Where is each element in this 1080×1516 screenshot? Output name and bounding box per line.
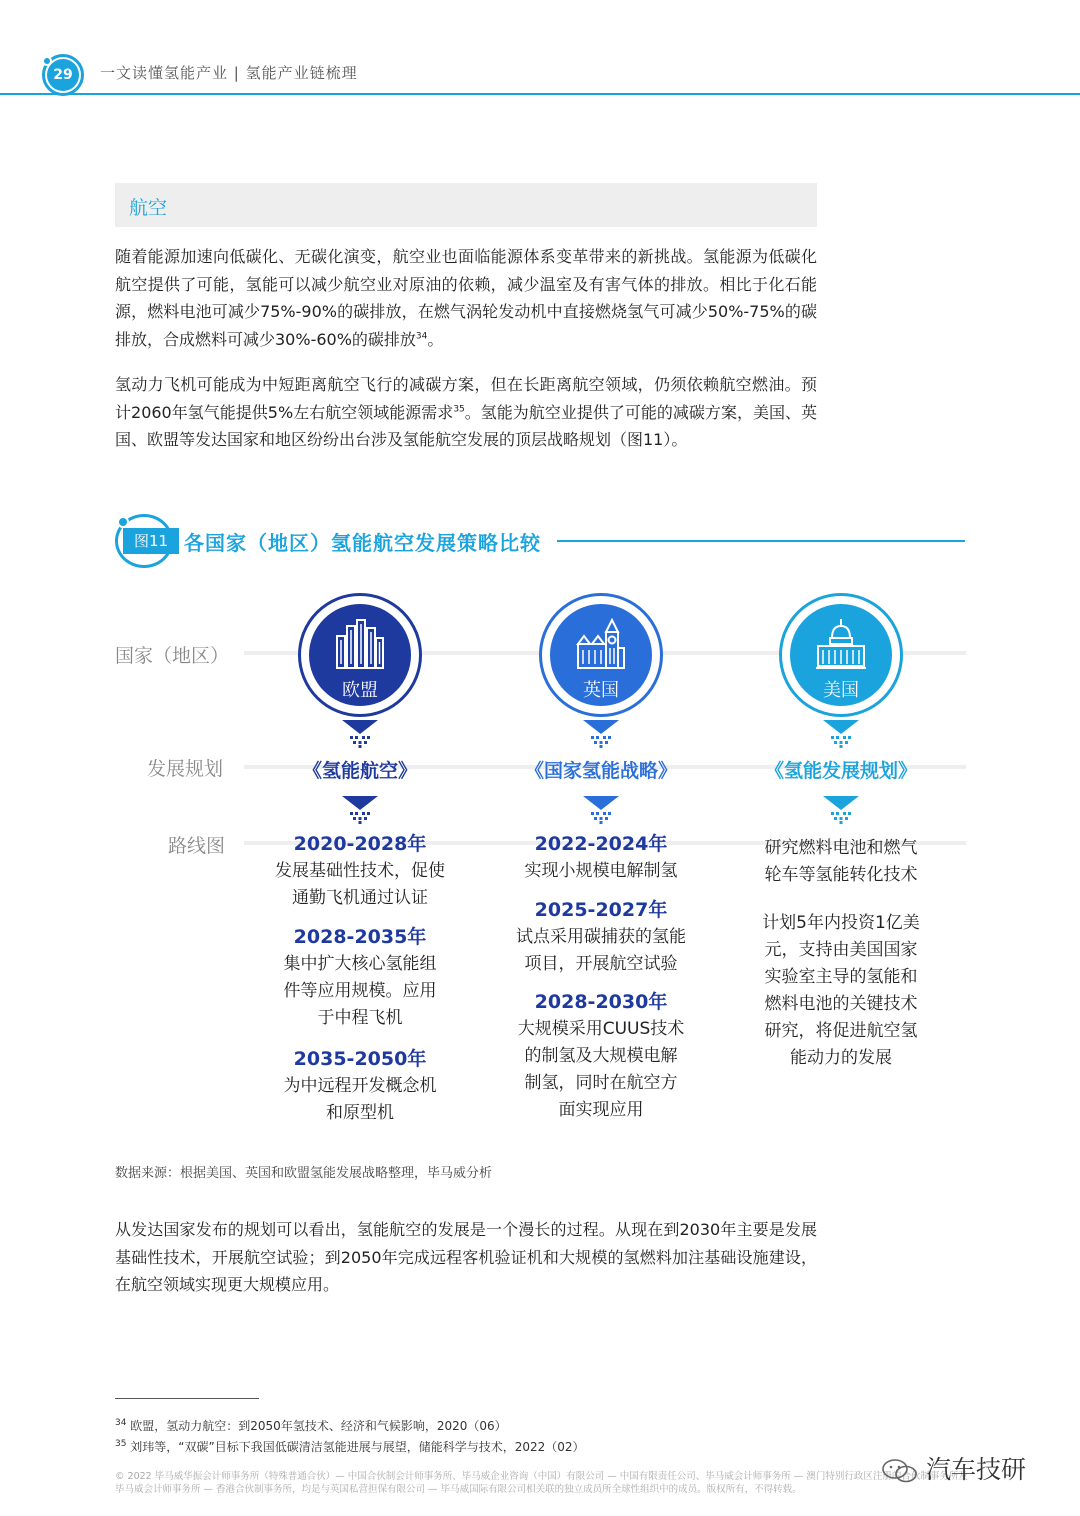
paragraph-2: 氢动力飞机可能成为中短距离航空飞行的减碳方案，但在长距离航空领域，仍须依赖航空燃油。预计2060年氢气能提供5%左右航空领域能源需求$^{35}$。氢能为航空业提供了可能的减碳方案，美国、英国、欧盟等发达国家和地区纷纷出台涉及氢能航空发展的顶层战略规划（图11）。 — [115, 375, 817, 449]
route-item: 2028-2030年 大规模采用CUUS技术 的制氢及大规模电解 制氢，同时在航空方 面实现应用 — [517, 991, 685, 1120]
route-item: 2028-2035年 集中扩大核心氢能组 件等应用规模。应用 于中程飞机 — [283, 926, 437, 1028]
capitol-building-icon — [816, 618, 866, 670]
paragraph-3: 从发达国家发布的规划可以看出，氢能航空的发展是一个漫长的过程。从现在到2030年主要是发展基础性技术，开展航空试验；到2050年完成远程客机验证机和大规模的氢燃料加注基础设施建设，在航空领域实现更大规模应用。 — [115, 1220, 817, 1294]
figure-source: 数据来源：根据美国、英国和欧盟氢能发展战略整理，毕马威分析 — [115, 1166, 493, 1181]
footnote-ref-34: 34 — [415, 331, 428, 342]
footnote-34: $^{34}$ 欧盟，氢动力航空：到2050年氢技术、经济和气候影响，2020（06） — [115, 1418, 507, 1433]
watermark — [880, 1450, 1026, 1486]
wechat-icon — [880, 1458, 920, 1484]
plan-title-eu: 《氢能航空》 — [302, 760, 417, 782]
figure-title-rule — [557, 540, 965, 542]
country-name-uk: 英国 — [583, 680, 619, 701]
page-number: 29 — [47, 59, 79, 91]
header-divider — [0, 93, 1080, 95]
section-title: 航空 — [129, 197, 168, 219]
section-heading-bar — [115, 183, 817, 227]
page-header — [0, 40, 1080, 100]
footnote-divider — [115, 1398, 259, 1399]
header-title: 一文读懂氢能产业 | 氢能产业链梳理 — [100, 64, 358, 82]
plan-title-uk: 《国家氢能战略》 — [524, 760, 677, 782]
page-number-badge — [42, 54, 84, 96]
figure-title: 各国家（地区）氢能航空发展策略比较 — [184, 531, 541, 555]
figure-number: 图11 — [123, 528, 179, 554]
copyright-notice: © 2022 毕马威华振会计师事务所（特殊普通合伙）— 中国合伙制会计师事务所、毕马威企业咨询（中国）有限公司 — 中国有限责任公司、毕马威会计师事务所 — 澳门特别行政区注册的合伙制事务所及毕马威会计师事务所 — 香港合伙制事务所，均是与英国私营担保有限公司 — 毕马威国际有限公司相关联的独立成员所全球性组织中的成员。版权所有，不得转载。 — [115, 1471, 968, 1495]
route-item: 2022-2024年 实现小规模电解制氢 — [524, 833, 678, 881]
row-label-country: 国家（地区） — [115, 645, 230, 667]
down-arrow-icon — [583, 796, 619, 824]
down-arrow-icon — [583, 720, 619, 748]
big-ben-icon — [576, 618, 626, 670]
watermark-text: 汽车技研 — [926, 1455, 1027, 1484]
route-item: 2025-2027年 试点采用碳捕获的氢能 项目，开展航空试验 — [516, 899, 686, 974]
country-name-us: 美国 — [823, 680, 859, 701]
row-label-plan: 发展规划 — [147, 758, 224, 780]
route-item: 2035-2050年 为中远程开发概念机 和原型机 — [283, 1048, 437, 1123]
paragraph-1: 随着能源加速向低碳化、无碳化演变，航空业也面临能源体系变革带来的新挑战。氢能源为低碳化航空提供了可能，氢能可以减少航空业对原油的依赖，减少温室及有害气体的排放。相比于化石能源，燃料电池可减少75%-90%的碳排放，在燃气涡轮发动机中直接燃烧氢气可减少50%-75%的碳排放，合成燃料可减少30%-60%的碳排放$^{34}$。 — [115, 247, 817, 349]
country-circle-eu — [298, 593, 422, 717]
down-arrow-icon — [823, 720, 859, 748]
route-item: 2020-2028年 发展基础性技术，促使 通勤飞机通过认证 — [275, 833, 445, 908]
row-label-route: 路线图 — [168, 835, 226, 857]
plan-title-us: 《氢能发展规划》 — [764, 760, 917, 782]
route-item: 研究燃料电池和燃气 轮车等氢能转化技术 — [764, 838, 918, 885]
country-name-eu: 欧盟 — [342, 680, 378, 701]
down-arrow-icon — [342, 796, 378, 824]
country-circle-uk — [539, 593, 663, 717]
country-circle-us — [779, 593, 903, 717]
route-item: 计划5年内投资1亿美 元，支持由美国国家 实验室主导的氢能和 燃料电池的关键技术 研究，将促进航空氢 能动力的发展 — [762, 913, 920, 1068]
figure-badge — [115, 514, 175, 568]
down-arrow-icon — [342, 720, 378, 748]
city-buildings-icon — [335, 618, 385, 670]
footnote-35: $^{35}$ 刘玮等，“双碳”目标下我国低碳清洁氢能进展与展望，储能科学与技术，2022（02） — [115, 1439, 585, 1454]
down-arrow-icon — [823, 796, 859, 824]
footnote-ref-35: 35 — [453, 404, 465, 415]
